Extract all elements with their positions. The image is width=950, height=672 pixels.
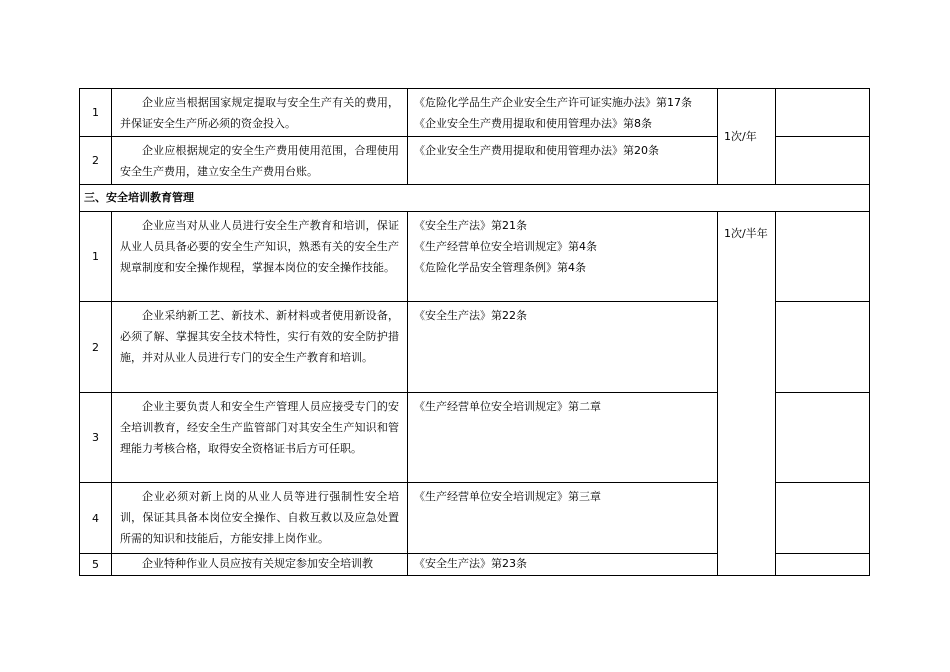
- remarks-cell: [776, 137, 870, 185]
- requirement-cell: 企业采纳新工艺、新技术、新材料或者使用新设备，必须了解、掌握其安全技术特性，实行有效的安全防护措施，并对从业人员进行专门的安全生产教育和培训。: [112, 302, 408, 393]
- basis-cell: [408, 137, 718, 185]
- requirement-cell: 企业应根据规定的安全生产费用使用范围，合理使用安全生产费用，建立安全生产费用台账。: [112, 137, 408, 185]
- row-number: 2: [80, 302, 112, 393]
- basis-cell: [408, 393, 718, 483]
- requirement-cell: 企业主要负责人和安全生产管理人员应接受专门的安全培训教育，经安全生产监管部门对其安全生产知识和管理能力考核合格，取得安全资格证书后方可任职。: [112, 393, 408, 483]
- basis-line: 《企业安全生产费用提取和使用管理办法》第20条: [414, 144, 659, 157]
- basis-line: 《生产经营单位安全培训规定》第4条: [414, 240, 597, 253]
- requirement-cell: 企业必须对新上岗的从业人员等进行强制性安全培训，保证其具备本岗位安全操作、自救互救以及应急处置所需的知识和技能后，方能安排上岗作业。: [112, 483, 408, 554]
- frequency-cell: 1次/半年: [718, 212, 776, 576]
- requirement-cell: 企业应当对从业人员进行安全生产教育和培训，保证从业人员具备必要的安全生产知识，熟悉有关的安全生产规章制度和安全操作规程，掌握本岗位的安全操作技能。: [112, 212, 408, 302]
- requirement-cell: 企业应当根据国家规定提取与安全生产有关的费用，并保证安全生产所必须的资金投入。: [112, 89, 408, 137]
- remarks-cell: [776, 302, 870, 393]
- basis-line: 《危险化学品生产企业安全生产许可证实施办法》第17条 《企业安全生产费用提取和使用管理办法》第8条: [414, 96, 692, 130]
- basis-cell: [408, 212, 718, 302]
- basis-line: 《危险化学品安全管理条例》第4条: [414, 261, 586, 274]
- remarks-cell: [776, 212, 870, 302]
- basis-cell: [408, 554, 718, 576]
- remarks-cell: [776, 393, 870, 483]
- section-title: 三、安全培训教育管理: [80, 185, 870, 212]
- requirement-cell: 企业特种作业人员应按有关规定参加安全培训教: [112, 554, 408, 576]
- row-number: 1: [80, 89, 112, 137]
- row-number: 3: [80, 393, 112, 483]
- row-number: 4: [80, 483, 112, 554]
- basis-cell: [408, 302, 718, 393]
- row-number: 2: [80, 137, 112, 185]
- basis-line: 《安全生产法》第21条: [414, 219, 527, 232]
- row-number: 5: [80, 554, 112, 576]
- basis-line: 《生产经营单位安全培训规定》第二章: [414, 400, 601, 413]
- section-row: [80, 185, 870, 212]
- basis-line: 《生产经营单位安全培训规定》第三章: [414, 490, 601, 503]
- remarks-cell: [776, 554, 870, 576]
- remarks-cell: [776, 89, 870, 137]
- basis-cell: [408, 89, 718, 137]
- remarks-cell: [776, 483, 870, 554]
- table-row: [80, 212, 870, 302]
- basis-line: 《安全生产法》第22条: [414, 309, 527, 322]
- frequency-cell: 1次/年: [718, 89, 776, 185]
- safety-requirements-table: [79, 88, 870, 576]
- basis-line: 《安全生产法》第23条: [414, 557, 527, 570]
- table-row: [80, 89, 870, 137]
- row-number: 1: [80, 212, 112, 302]
- basis-cell: [408, 483, 718, 554]
